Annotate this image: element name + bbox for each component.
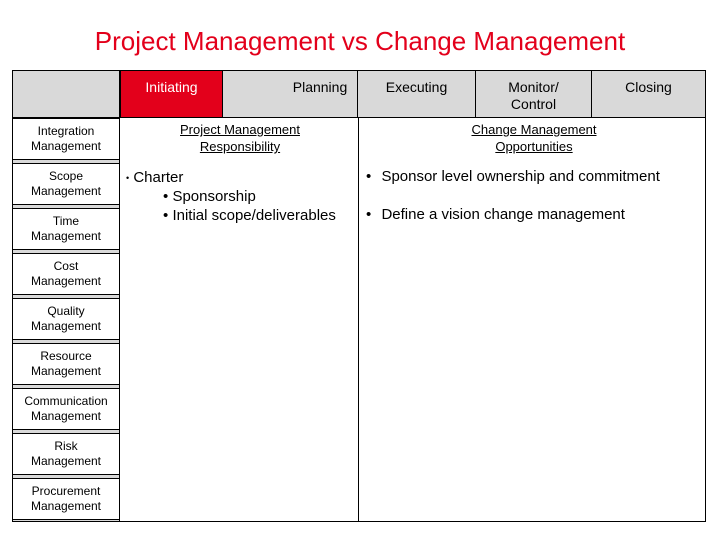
- knowledge-area-scope: [12, 163, 120, 205]
- pm-item-charter: [126, 169, 183, 186]
- area-label-line1: Risk: [54, 439, 78, 453]
- area-label-line1: Time: [52, 214, 80, 228]
- area-label-line1: Procurement: [31, 484, 101, 498]
- area-label-line2: Management: [30, 319, 102, 333]
- area-label-line2: Management: [30, 229, 102, 243]
- pm-heading-line2: Responsibility: [199, 139, 281, 154]
- knowledge-area-resource: [12, 343, 120, 385]
- knowledge-area-cost: [12, 253, 120, 295]
- knowledge-area-risk: [12, 433, 120, 475]
- phase-planning-label: Planning: [292, 79, 348, 95]
- area-label-line1: Integration: [37, 124, 95, 138]
- knowledge-area-communication: [12, 388, 120, 430]
- area-label-line2: Management: [30, 499, 102, 513]
- cm-item-text: Sponsor level ownership and commitment: [381, 168, 660, 185]
- pm-heading-line1: Project Management: [180, 122, 300, 137]
- cm-item-text: Define a vision change management: [381, 206, 625, 223]
- area-label-line1: Quality: [47, 304, 85, 318]
- phase-monitor-control: [476, 70, 592, 118]
- phase-monitor-label-line2: Control: [510, 96, 557, 112]
- area-label-line2: Management: [30, 364, 102, 378]
- column-divider: [358, 118, 359, 522]
- area-label-line2: Management: [30, 274, 102, 288]
- cm-heading-line1: Change Management: [471, 122, 597, 137]
- cm-heading-line2: Opportunities: [495, 139, 573, 154]
- area-label-line1: Communication: [24, 394, 108, 408]
- bullet-marker: •: [366, 168, 372, 185]
- area-label-line1: Resource: [40, 349, 92, 363]
- phase-initiating: Initiating: [120, 70, 223, 118]
- area-label-line2: Management: [30, 454, 102, 468]
- bullet-marker: •: [163, 207, 169, 224]
- pm-subitem-sponsorship: [163, 188, 256, 205]
- phase-monitor-label-line1: Monitor/: [508, 79, 559, 95]
- table-corner-cell: [12, 70, 120, 118]
- area-label-line1: Scope: [48, 169, 83, 183]
- knowledge-area-quality: [12, 298, 120, 340]
- bullet-marker: •: [366, 206, 372, 223]
- pm-column-heading: [140, 121, 340, 155]
- cm-column-heading: [434, 121, 634, 155]
- cm-item-vision: [366, 206, 625, 223]
- pm-subitem-scope: [163, 207, 336, 224]
- knowledge-area-procurement: [12, 478, 120, 520]
- phase-closing: Closing: [592, 70, 706, 118]
- cm-item-sponsor: [366, 168, 660, 185]
- pm-subitem-text: Sponsorship: [172, 188, 256, 205]
- area-label-line2: Management: [30, 184, 102, 198]
- area-label-line2: Management: [30, 409, 102, 423]
- phase-planning: [223, 70, 358, 118]
- knowledge-area-time: [12, 208, 120, 250]
- pm-item-text: Charter: [133, 169, 184, 186]
- bullet-marker: •: [163, 188, 169, 205]
- phase-executing: Executing: [358, 70, 476, 118]
- area-label-line1: Cost: [53, 259, 79, 273]
- pm-subitem-text: Initial scope/deliverables: [172, 207, 336, 224]
- area-label-line2: Management: [30, 139, 102, 153]
- bullet-marker: •: [126, 173, 130, 184]
- slide-title: Project Management vs Change Management: [94, 26, 626, 56]
- knowledge-area-integration: [12, 118, 120, 160]
